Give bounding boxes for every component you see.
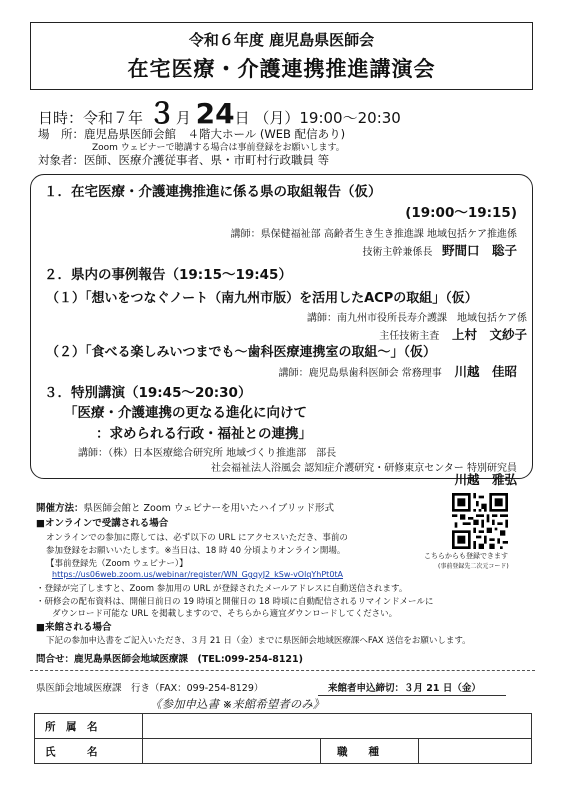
- application-form: [34, 713, 532, 764]
- session3-lecturer-affiliation1: 講師：（株）日本医療総合研究所 地域づくり推進部 部長: [78, 448, 337, 459]
- target-audience: 対象者：医師、医療介護従事者、県・市町村行政職員 等: [38, 153, 330, 167]
- cut-line: [30, 670, 535, 671]
- session3-subtitle-line1: 「医療・介護連携の更なる進化に向けて: [64, 405, 307, 421]
- datetime-month: ３: [147, 97, 176, 130]
- method-text: 県医師会館と Zoom ウェビナーを用いたハイブリッド形式: [83, 503, 335, 514]
- datetime-month-unit: 月: [175, 109, 191, 127]
- session1-time: (19:00〜19:15): [405, 205, 517, 221]
- fax-deadline: 来館者申込締切：３月 21 日（金）: [328, 683, 481, 694]
- online-bullet-2-cont: ダウンロード可能な URL を掲載しますので、そちらから適宜ダウンロードしてください。: [52, 609, 398, 619]
- method-line: [36, 500, 334, 514]
- session2a-lecturer-name: 上村 文紗子: [451, 327, 527, 342]
- form-occupation-label: 職 種: [321, 739, 419, 764]
- session2b-lecturer: [279, 362, 517, 380]
- session3-title: ３．特別講演（19:45〜20:30）: [44, 385, 252, 401]
- form-affiliation-label: 所 属 名: [35, 714, 143, 739]
- fax-destination: 県医師会地域医療課 行き（FAX：099-254-8129）: [36, 683, 264, 694]
- qr-caption: こちらからも登録できます: [424, 552, 508, 560]
- venue-note: Zoom ウェビナーで聴講する場合は事前登録をお願いします。: [92, 143, 345, 153]
- session2-title: ２．県内の事例報告（19:15〜19:45）: [44, 267, 292, 283]
- deadline-underline: [318, 695, 506, 696]
- datetime-day-unit: 日: [234, 109, 250, 127]
- session3-lecturer-affiliation2: 社会福祉法人浴風会 認知症介護研究・研修東京センター 特別研究員: [211, 463, 517, 474]
- session2b-title: （２）「食べる楽しみいつまでも〜歯科医療連携室の取組〜」（仮）: [46, 345, 437, 360]
- form-occupation-field[interactable]: [419, 739, 532, 764]
- session2b-lecturer-name: 川越 佳昭: [454, 364, 517, 379]
- visit-heading: ■来館される場合: [36, 622, 112, 633]
- session1-lecturer-affiliation: 講師：県保健福祉部 高齢者生き生き推進課 地域包括ケア推進係: [230, 229, 517, 240]
- session1-lecturer: [362, 241, 517, 259]
- form-name-label: 氏 名: [35, 739, 143, 764]
- online-paragraph-1: オンラインでの参加に際しては、必ず以下の URL にアクセスいただき、事前の: [46, 533, 348, 543]
- visit-paragraph: 下記の参加申込書をご記入いただき、３月 21 日（金）までに県医師会地域医療課へFAX 送信をお願いします。: [46, 636, 471, 646]
- session1-title: １．在宅医療・介護連携推進に係る県の取組報告（仮）: [44, 184, 382, 200]
- session1-lecturer-name: 野間口 聡子: [441, 243, 517, 258]
- registration-label: 【事前登録先（Zoom ウェビナー）】: [46, 559, 188, 569]
- form-name-field[interactable]: [143, 739, 321, 764]
- session2a-lecturer-affiliation: 講師：南九州市役所長寿介護課 地域包括ケア係: [307, 313, 527, 324]
- online-paragraph-2: 参加登録をお願いいたします。※当日は、18 時 40 分頃よりオンライン開場。: [46, 546, 346, 556]
- session2a-title: （１）「想いをつなぐノート（南九州市版）を活用したACPの取組」（仮）: [46, 291, 478, 306]
- datetime-day: 24: [195, 97, 235, 130]
- form-affiliation-field[interactable]: [143, 714, 532, 739]
- title-box: [30, 22, 533, 90]
- online-heading: ■オンラインで受講される場合: [36, 518, 169, 529]
- event-organizer-title: 令和６年度 鹿児島県医師会: [188, 31, 375, 49]
- form-title: 《参加申込書 ※来館希望者のみ》: [150, 697, 325, 711]
- online-bullet-1: ・登録が完了しますと、Zoom 参加用の URL が登録されたメールアドレスに自動送信されます。: [36, 584, 408, 594]
- session2b-lecturer-affiliation: 講師：鹿児島県歯科医師会 常務理事: [278, 368, 442, 379]
- session3-lecturer-name: 川越 雅弘: [454, 472, 517, 487]
- session2a-lecturer-position: 主任技術主査: [379, 331, 440, 342]
- online-bullet-2: ・研修会の配布資料は、開催日前日の 19 時頃と開催日の 18 時頃に自動配信されるリマインドメールに: [36, 597, 434, 607]
- datetime-prefix: 日時：令和７年: [38, 109, 144, 127]
- event-title: 在宅医療・介護連携推進講演会: [127, 57, 436, 81]
- session1-lecturer-position: 技術主幹兼係長: [362, 247, 433, 258]
- qr-caption-sub: (事前登録先二次元コード): [438, 563, 509, 570]
- registration-qr-code[interactable]: [452, 493, 508, 549]
- datetime-weekday-time: （月）19:00〜20:30: [254, 109, 401, 127]
- venue: 場 所：鹿児島県医師会館 ４階大ホール (WEB 配信あり): [38, 127, 346, 141]
- session3-subtitle-line2: ：求められる行政・福祉との連携」: [96, 426, 312, 442]
- registration-link[interactable]: https://us06web.zoom.us/webinar/register/WN_GgqyJ2_kSw-vOlqYhPt0tA: [52, 570, 344, 579]
- method-label: 開催方法：: [36, 503, 84, 514]
- contact-line: 問合せ：鹿児島県医師会地域医療課 (TEL:099-254-8121): [36, 654, 303, 665]
